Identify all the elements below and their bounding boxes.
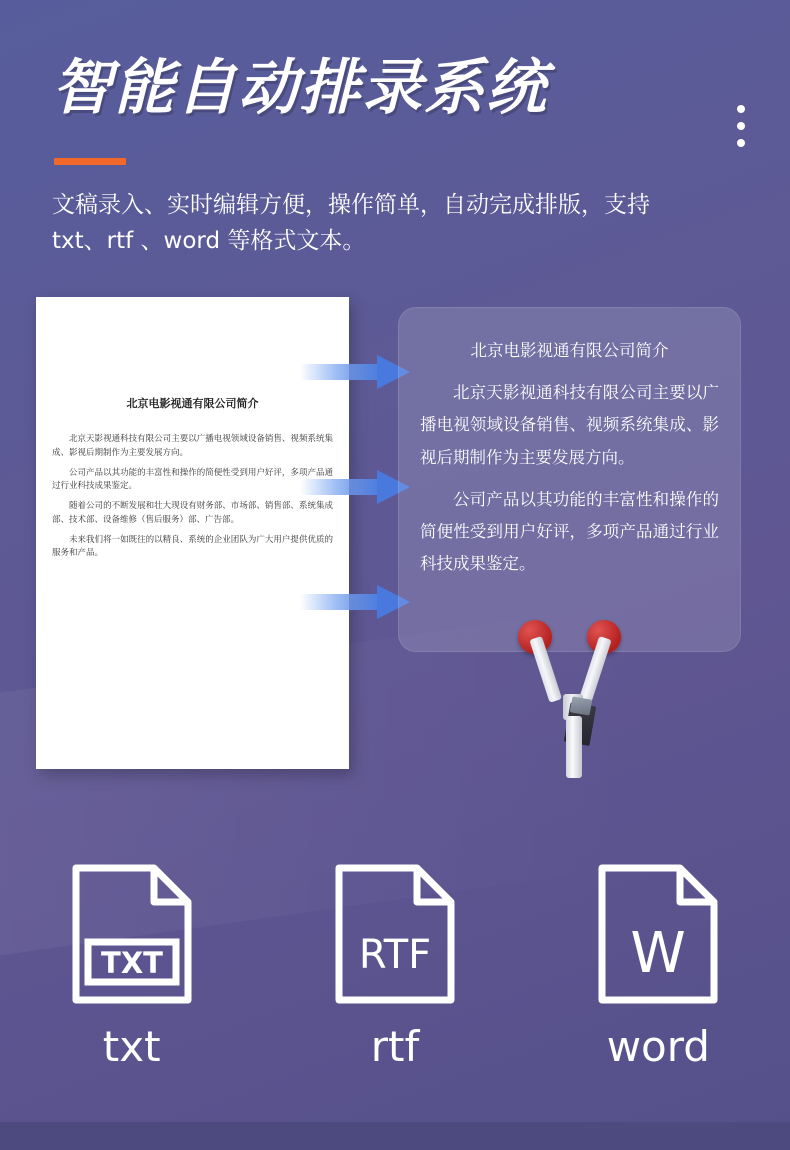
arrow-right-icon bbox=[300, 585, 410, 619]
dot bbox=[737, 122, 745, 130]
result-panel bbox=[398, 307, 741, 652]
arrow-shaft bbox=[300, 594, 378, 610]
format-item-rtf[interactable] bbox=[295, 860, 495, 1071]
document-title: 北京电影视通有限公司简介 bbox=[126, 397, 259, 410]
lanyard-badge bbox=[505, 612, 645, 792]
format-label: txt bbox=[102, 1022, 161, 1071]
lanyard-strap bbox=[579, 636, 612, 703]
arrow-shaft bbox=[300, 364, 378, 380]
svg-text:RTF: RTF bbox=[358, 932, 432, 978]
panel-paragraph: 公司产品以其功能的丰富性和操作的简便性受到用户好评，多项产品通过行业科技成果鉴定。 bbox=[420, 489, 719, 574]
page-title: 智能自动排录系统 bbox=[52, 53, 548, 123]
document-body bbox=[52, 433, 333, 561]
panel-paragraph: 北京天影视通科技有限公司主要以广播电视领域设备销售、视频系统集成、影视后期制作为主要发展方向。 bbox=[420, 383, 719, 467]
txt-file-icon bbox=[68, 860, 196, 1008]
document-paragraph: 未来我们将一如既往的以精良、系统的企业团队为广大用户提供优质的服务和产品。 bbox=[52, 534, 333, 559]
rtf-file-icon bbox=[331, 860, 459, 1008]
format-label: rtf bbox=[370, 1022, 420, 1071]
panel-title: 北京电影视通有限公司简介 bbox=[470, 341, 669, 360]
svg-text:TXT: TXT bbox=[100, 946, 163, 980]
arrow-right-icon bbox=[300, 470, 410, 504]
page-subtitle: 文稿录入、实时编辑方便，操作简单，自动完成排版，支持txt、rtf 、word 等格式文本。 bbox=[52, 192, 650, 254]
bottom-bar bbox=[0, 1122, 790, 1150]
word-file-icon bbox=[594, 860, 722, 1008]
document-paragraph: 公司产品以其功能的丰富性和操作的简便性受到用户好评，多项产品通过行业科技成果鉴定。 bbox=[52, 467, 333, 492]
document-paragraph: 随着公司的不断发展和壮大现设有财务部、市场部、销售部、系统集成部、技术部、设备维修（售后服务）部、广告部。 bbox=[52, 501, 333, 525]
arrow-shaft bbox=[300, 479, 378, 495]
lanyard-tail bbox=[566, 716, 582, 778]
format-label: word bbox=[606, 1022, 710, 1071]
title-underline bbox=[54, 158, 126, 165]
dot bbox=[737, 139, 745, 147]
format-item-word[interactable] bbox=[558, 860, 758, 1071]
supported-formats bbox=[0, 860, 790, 1071]
document-paragraph: 北京天影视通科技有限公司主要以广播电视领域设备销售、视频系统集成、影视后期制作为主要发展方向。 bbox=[52, 434, 333, 458]
badge-photo bbox=[570, 696, 592, 715]
vertical-dots-icon[interactable] bbox=[737, 105, 745, 147]
dot bbox=[737, 105, 745, 113]
arrow-right-icon bbox=[300, 355, 410, 389]
svg-text:W: W bbox=[630, 921, 686, 986]
format-item-txt[interactable] bbox=[32, 860, 232, 1071]
